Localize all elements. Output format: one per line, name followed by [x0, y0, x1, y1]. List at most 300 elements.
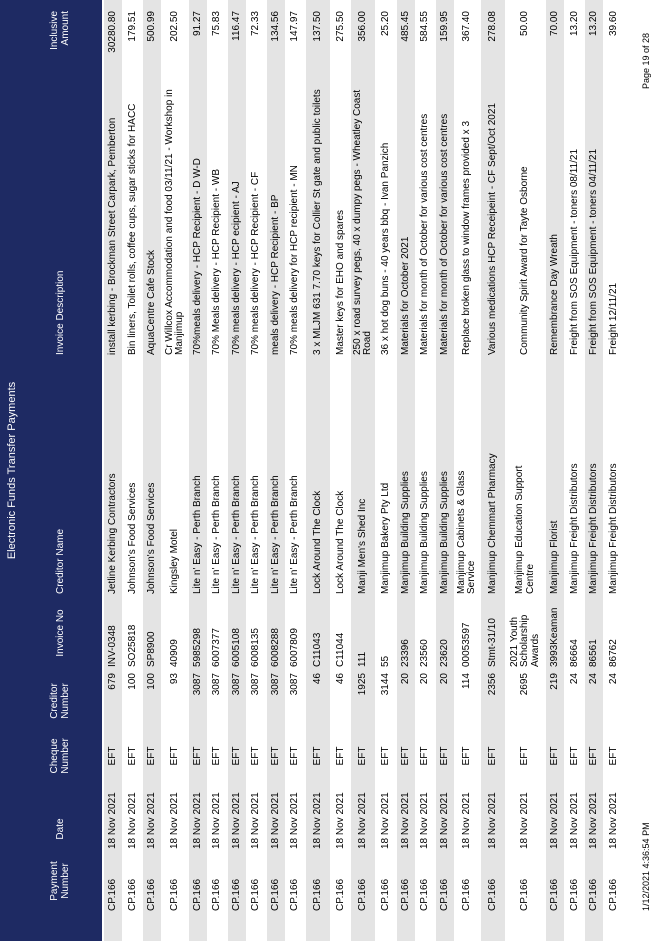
cell-invoice-no [104, 595, 122, 667]
cell-payment-number-text: CP.166 [288, 878, 300, 911]
table-row [189, 0, 207, 941]
cell-invoice-description [436, 65, 454, 355]
cell-invoice-description-text: Bin liners, Toilet rolls, coffee cups, sugar sticks for HACC [126, 103, 138, 355]
cell-cheque-number [546, 729, 564, 783]
cell-cheque-number [228, 729, 246, 783]
cell-invoice-description-text: Freight from SOS Equipment - toners 04/11/21 [587, 148, 599, 355]
cell-creditor-name [267, 444, 285, 594]
cell-payment-number-text: CP.166 [191, 878, 203, 911]
cell-cheque-number [416, 729, 434, 783]
cell-invoice-description-text: install kerbing - Brockman Street Carpark, Pemberton [106, 117, 118, 355]
cell-payment-number [208, 851, 226, 911]
cell-cheque-number [605, 729, 623, 783]
cell-invoice-no-text: 3993Keaman [548, 607, 560, 667]
cell-invoice-description [397, 65, 415, 355]
cell-inclusive-amount [228, 11, 246, 65]
cell-cheque-number-text: EFT [106, 746, 118, 766]
cell-invoice-no [455, 595, 479, 667]
cell-date [566, 785, 584, 849]
cell-invoice-no [351, 595, 375, 667]
cell-inclusive-amount [163, 11, 187, 65]
cell-date [585, 785, 603, 849]
cell-inclusive-amount-text: 275.50 [334, 11, 346, 42]
cell-inclusive-amount [481, 11, 505, 65]
cell-cheque-number-text: EFT [607, 746, 619, 766]
cell-inclusive-amount [143, 11, 161, 65]
cell-inclusive-amount [247, 11, 265, 65]
cell-payment-number [377, 851, 395, 911]
cell-creditor-name-text: Lite n' Easy - Perth Branch [249, 475, 261, 594]
cell-date [143, 785, 161, 849]
cell-invoice-no [247, 595, 265, 667]
col-header-invoice-no: Invoice No [54, 609, 66, 657]
cell-invoice-no [143, 595, 161, 667]
cell-cheque-number-text: EFT [379, 746, 391, 766]
cell-date [124, 785, 142, 849]
cell-creditor-number-text: 93 [168, 673, 180, 685]
cell-inclusive-amount-text: 278.08 [486, 11, 498, 42]
cell-invoice-description-text: 70% Meals delivery - HCP Recipient - WB [210, 169, 222, 355]
cell-creditor-number [397, 673, 415, 729]
cell-invoice-description-text: 250 x road survey pegs, 40 x dumpy pegs - Wheatley Coast Road [351, 89, 373, 355]
cell-inclusive-amount [566, 11, 584, 65]
table-row [124, 0, 142, 941]
cell-date [377, 785, 395, 849]
cell-invoice-no-text: 6008135 [249, 628, 261, 667]
cell-invoice-description [351, 65, 375, 355]
cell-creditor-number [163, 673, 187, 729]
cell-creditor-number-text: 100 [126, 673, 138, 690]
table-row [566, 0, 584, 941]
cell-date-text: 18 Nov 2021 [249, 792, 261, 849]
cell-creditor-name-text: Johnson's Food Services [126, 482, 138, 594]
cell-date [306, 785, 330, 849]
cell-payment-number-text: CP.166 [460, 878, 472, 911]
cell-invoice-description [267, 65, 285, 355]
cell-creditor-number [104, 673, 122, 729]
cell-invoice-no-text: 40909 [168, 639, 180, 667]
cell-payment-number [351, 851, 375, 911]
cell-creditor-number-text: 2356 [486, 673, 498, 696]
cell-date [397, 785, 415, 849]
cell-payment-number [189, 851, 207, 911]
cell-cheque-number [124, 729, 142, 783]
cell-invoice-no [332, 595, 350, 667]
table-row [351, 0, 375, 941]
cell-payment-number-text: CP.166 [418, 878, 430, 911]
cell-payment-number-text: CP.166 [230, 878, 242, 911]
cell-cheque-number-text: EFT [460, 746, 472, 766]
table-row [436, 0, 454, 941]
cell-creditor-number-text: 3144 [379, 673, 391, 696]
cell-cheque-number [585, 729, 603, 783]
cell-date [481, 785, 505, 849]
cell-date-text: 18 Nov 2021 [191, 792, 203, 849]
cell-cheque-number-text: EFT [438, 746, 450, 766]
cell-invoice-description-text: 70% meals delivery - HCP Recipient - CF [249, 171, 261, 355]
cell-creditor-number-text: 219 [548, 673, 560, 690]
cell-invoice-no-text: 55 [379, 655, 391, 667]
cell-date-text: 18 Nov 2021 [460, 792, 472, 849]
cell-invoice-no-text: 5985298 [191, 628, 203, 667]
cell-inclusive-amount [416, 11, 434, 65]
cell-invoice-description-text: AquaCentre Cafe Stock [145, 249, 157, 355]
cell-payment-number [124, 851, 142, 911]
cell-invoice-description [286, 65, 304, 355]
cell-invoice-description-text: Cr Willcox Accommodation and food 03/11/21 - Workshop in Manjimup [163, 89, 185, 355]
cell-creditor-name [585, 444, 603, 594]
cell-payment-number-text: CP.166 [486, 878, 498, 911]
cell-invoice-description [455, 65, 479, 355]
cell-invoice-no-text: 86561 [587, 639, 599, 667]
cell-invoice-no-text: 6008288 [269, 628, 281, 667]
cell-creditor-name [208, 444, 226, 594]
cell-invoice-no [546, 595, 564, 667]
cell-creditor-name [104, 444, 122, 594]
cell-creditor-number [416, 673, 434, 729]
cell-creditor-name [481, 444, 505, 594]
cell-cheque-number [351, 729, 375, 783]
cell-inclusive-amount [436, 11, 454, 65]
cell-creditor-number [546, 673, 564, 729]
table-row [377, 0, 395, 941]
table-row [104, 0, 122, 941]
cell-date-text: 18 Nov 2021 [269, 792, 281, 849]
cell-creditor-number-text: 24 [607, 673, 619, 685]
cell-creditor-number-text: 46 [334, 673, 346, 685]
cell-creditor-number [455, 673, 479, 729]
cell-payment-number-text: CP.166 [399, 878, 411, 911]
cell-inclusive-amount [306, 11, 330, 65]
table-row [507, 0, 544, 941]
cell-cheque-number-text: EFT [311, 746, 323, 766]
cell-creditor-name-text: Manjimup Florist [548, 520, 560, 594]
cell-inclusive-amount-text: 179.51 [126, 11, 138, 42]
cell-cheque-number-text: EFT [168, 746, 180, 766]
cell-payment-number-text: CP.166 [379, 878, 391, 911]
cell-creditor-name-text: Manji Men's Shed Inc [356, 498, 368, 594]
cell-creditor-name [163, 444, 187, 594]
cell-creditor-number [481, 673, 505, 729]
table-row [397, 0, 415, 941]
table-row [163, 0, 187, 941]
cell-invoice-no-text: 23560 [418, 639, 430, 667]
cell-payment-number [267, 851, 285, 911]
cell-inclusive-amount-text: 134.56 [269, 11, 281, 42]
cell-invoice-description-text: 36 x hot dog buns - 40 years bbq - Ivan Panzich [379, 142, 391, 355]
cell-invoice-no [228, 595, 246, 667]
cell-payment-number [416, 851, 434, 911]
cell-invoice-description [247, 65, 265, 355]
cell-creditor-number-text: 20 [399, 673, 411, 685]
cell-creditor-name [306, 444, 330, 594]
cell-invoice-no-text: SO25818 [126, 624, 138, 667]
cell-invoice-description-text: Master keys for EHO and spares [334, 209, 346, 355]
cell-creditor-number [585, 673, 603, 729]
cell-invoice-no-text: 6005108 [230, 628, 242, 667]
cell-inclusive-amount [507, 11, 544, 65]
cell-inclusive-amount-text: 147.97 [288, 11, 300, 42]
cell-inclusive-amount-text: 70.00 [548, 11, 560, 37]
col-header-date: Date [54, 818, 66, 840]
cell-creditor-name [397, 444, 415, 594]
cell-inclusive-amount-text: 13.20 [587, 11, 599, 37]
table-row [332, 0, 350, 941]
cell-date [267, 785, 285, 849]
cell-date-text: 18 Nov 2021 [126, 792, 138, 849]
cell-cheque-number-text: EFT [587, 746, 599, 766]
cell-date-text: 18 Nov 2021 [210, 792, 222, 849]
cell-invoice-description [507, 65, 544, 355]
cell-inclusive-amount [208, 11, 226, 65]
cell-date [416, 785, 434, 849]
cell-inclusive-amount [189, 11, 207, 65]
table-row [228, 0, 246, 941]
cell-cheque-number [163, 729, 187, 783]
cell-invoice-description-text: Replace broken glass to window frames provided x 3 [460, 120, 472, 355]
cell-date [208, 785, 226, 849]
col-header-payment-number: Payment Number [49, 861, 71, 901]
cell-inclusive-amount-text: 202.50 [168, 11, 180, 42]
cell-invoice-description-text: 70% meals delivery for HCP recipient - MN [288, 165, 300, 355]
table-row [267, 0, 285, 941]
cell-creditor-name [455, 444, 479, 594]
cell-creditor-name-text: Manjimup Freight Distributors [587, 463, 599, 594]
cell-inclusive-amount-text: 584.55 [418, 11, 430, 42]
cell-creditor-number [436, 673, 454, 729]
cell-invoice-no [436, 595, 454, 667]
cell-creditor-name [416, 444, 434, 594]
cell-invoice-no-text: C11044 [334, 632, 346, 667]
cell-invoice-no [163, 595, 187, 667]
cell-payment-number-text: CP.166 [269, 878, 281, 911]
cell-invoice-no [189, 595, 207, 667]
cell-invoice-description [481, 65, 505, 355]
cell-cheque-number [208, 729, 226, 783]
cell-creditor-name [332, 444, 350, 594]
cell-date-text: 18 Nov 2021 [399, 792, 411, 849]
cell-payment-number [566, 851, 584, 911]
cell-creditor-name-text: Manjimup Freight Distributors [607, 463, 619, 594]
cell-date-text: 18 Nov 2021 [168, 792, 180, 849]
cell-cheque-number-text: EFT [548, 746, 560, 766]
cell-payment-number-text: CP.166 [145, 878, 157, 911]
cell-creditor-number-text: 3087 [249, 673, 261, 696]
cell-creditor-name-text: Manjimup Building Supplies [399, 471, 411, 594]
cell-cheque-number [189, 729, 207, 783]
cell-creditor-name-text: Lite n' Easy - Perth Branch [210, 475, 222, 594]
cell-payment-number-text: CP.166 [356, 878, 368, 911]
cell-inclusive-amount [585, 11, 603, 65]
cell-inclusive-amount [605, 11, 623, 65]
cell-creditor-name [228, 444, 246, 594]
cell-inclusive-amount [332, 11, 350, 65]
cell-creditor-name [189, 444, 207, 594]
cell-creditor-name-text: Kingsley Motel [168, 528, 180, 594]
cell-invoice-no [481, 595, 505, 667]
cell-invoice-no-text: 6007377 [210, 628, 222, 667]
cell-payment-number-text: CP.166 [210, 878, 222, 911]
cell-payment-number [546, 851, 564, 911]
cell-payment-number-text: CP.166 [168, 878, 180, 911]
cell-cheque-number [247, 729, 265, 783]
cell-creditor-name [605, 444, 623, 594]
cell-date [104, 785, 122, 849]
cell-creditor-name [566, 444, 584, 594]
cell-creditor-number [286, 673, 304, 729]
cell-creditor-name-text: Manjimup Building Supplies [438, 471, 450, 594]
cell-creditor-number [228, 673, 246, 729]
cell-creditor-number-text: 1925 [356, 673, 368, 696]
cell-creditor-number [566, 673, 584, 729]
cell-invoice-description-text: 70% meals delivery - HCP ecipient - AJ [230, 181, 242, 355]
cell-date [286, 785, 304, 849]
cell-cheque-number-text: EFT [568, 746, 580, 766]
cell-invoice-no [208, 595, 226, 667]
cell-creditor-name-text: Jetline Kerbing Contractors [106, 473, 118, 594]
cell-inclusive-amount-text: 137.50 [311, 11, 323, 42]
cell-date-text: 18 Nov 2021 [379, 792, 391, 849]
cell-creditor-number [332, 673, 350, 729]
cell-payment-number-text: CP.166 [334, 878, 346, 911]
cell-cheque-number [481, 729, 505, 783]
cell-invoice-description-text: 70%meals delivery - HCP Recipient - D W-D [191, 158, 203, 355]
cell-creditor-name [124, 444, 142, 594]
cell-payment-number [605, 851, 623, 911]
cell-invoice-no [267, 595, 285, 667]
cell-inclusive-amount-text: 30280.80 [106, 11, 118, 53]
cell-date [507, 785, 544, 849]
cell-cheque-number-text: EFT [288, 746, 300, 766]
cell-invoice-description-text: Various medications HCP Receipeint - CF Sept/Oct 2021 [486, 103, 498, 355]
cell-inclusive-amount-text: 25.20 [379, 11, 391, 37]
cell-invoice-description [163, 65, 187, 355]
col-header-creditor-name: Creditor Name [54, 528, 66, 594]
cell-creditor-number [507, 673, 544, 729]
cell-date-text: 18 Nov 2021 [607, 792, 619, 849]
cell-cheque-number [397, 729, 415, 783]
cell-payment-number [306, 851, 330, 911]
cell-payment-number-text: CP.166 [126, 878, 138, 911]
cell-invoice-no [585, 595, 603, 667]
cell-invoice-no-text: 111 [356, 651, 368, 667]
cell-date-text: 18 Nov 2021 [288, 792, 300, 849]
cell-invoice-no-text: 86762 [607, 639, 619, 667]
cell-cheque-number-text: EFT [269, 746, 281, 766]
cell-date-text: 18 Nov 2021 [106, 792, 118, 849]
table-row [481, 0, 505, 941]
cell-inclusive-amount [397, 11, 415, 65]
cell-creditor-name-text: Lite n' Easy - Perth Branch [230, 475, 242, 594]
cell-creditor-name-text: Lite n' Easy - Perth Branch [269, 475, 281, 594]
table-row [585, 0, 603, 941]
cell-invoice-description-text: meals delivery - HCP Recipient - BP [269, 194, 281, 355]
cell-creditor-number-text: 46 [311, 673, 323, 685]
cell-payment-number-text: CP.166 [587, 878, 599, 911]
table-row [416, 0, 434, 941]
cell-creditor-name [247, 444, 265, 594]
table-row [143, 0, 161, 941]
cell-invoice-description [377, 65, 395, 355]
cell-cheque-number-text: EFT [249, 746, 261, 766]
cell-cheque-number [267, 729, 285, 783]
cell-date-text: 18 Nov 2021 [145, 792, 157, 849]
cell-inclusive-amount-text: 485.45 [399, 11, 411, 42]
cell-inclusive-amount [267, 11, 285, 65]
cell-date [228, 785, 246, 849]
cell-invoice-no [124, 595, 142, 667]
cell-date [546, 785, 564, 849]
cell-invoice-description-text: Community Spirit Award for Tayte Osborne [519, 166, 531, 355]
cell-payment-number [143, 851, 161, 911]
cell-cheque-number-text: EFT [519, 746, 531, 766]
cell-creditor-number [189, 673, 207, 729]
cell-creditor-name-text: Manjimup Freight Distributors [568, 463, 580, 594]
cell-date [163, 785, 187, 849]
cell-creditor-name-text: Manjimup Cabinets & Glass Service [455, 470, 477, 594]
cell-date-text: 18 Nov 2021 [519, 792, 531, 849]
cell-creditor-name [546, 444, 564, 594]
cell-invoice-description [306, 65, 330, 355]
cell-creditor-number [605, 673, 623, 729]
cell-date-text: 18 Nov 2021 [587, 792, 599, 849]
cell-invoice-description-text: 3 x MLJM 631 7.70 keys for Collier St gate and public toilets [311, 89, 323, 355]
cell-invoice-no-text: 00053597 [460, 622, 472, 667]
cell-date-text: 18 Nov 2021 [486, 792, 498, 849]
cell-payment-number [507, 851, 544, 911]
cell-cheque-number [436, 729, 454, 783]
cell-creditor-name-text: Manjimup Education Support Centre [514, 465, 536, 594]
cell-date-text: 18 Nov 2021 [548, 792, 560, 849]
cell-payment-number-text: CP.166 [548, 878, 560, 911]
cell-payment-number [332, 851, 350, 911]
cell-creditor-name-text: Lock Around The Clock [311, 490, 323, 594]
cell-creditor-name-text: Manjimup Bakery Pty Ltd [379, 482, 391, 594]
cell-invoice-no [306, 595, 330, 667]
cell-cheque-number-text: EFT [356, 746, 368, 766]
table-row [286, 0, 304, 941]
cell-invoice-description [124, 65, 142, 355]
cell-invoice-no-text: SP8900 [145, 631, 157, 667]
cell-date-text: 18 Nov 2021 [311, 792, 323, 849]
cell-creditor-number [306, 673, 330, 729]
cell-cheque-number-text: EFT [486, 746, 498, 766]
cell-invoice-description [416, 65, 434, 355]
cell-date [351, 785, 375, 849]
table-row [546, 0, 564, 941]
cell-creditor-name [143, 444, 161, 594]
table-row [455, 0, 479, 941]
table-row [208, 0, 226, 941]
cell-inclusive-amount [104, 11, 122, 65]
cell-date-text: 18 Nov 2021 [568, 792, 580, 849]
cell-cheque-number [377, 729, 395, 783]
cell-invoice-no [507, 595, 544, 667]
cell-cheque-number-text: EFT [230, 746, 242, 766]
cell-cheque-number-text: EFT [399, 746, 411, 766]
cell-payment-number-text: CP.166 [568, 878, 580, 911]
cell-cheque-number [566, 729, 584, 783]
cell-invoice-no [377, 595, 395, 667]
cell-date-text: 18 Nov 2021 [356, 792, 368, 849]
cell-date-text: 18 Nov 2021 [418, 792, 430, 849]
cell-cheque-number-text: EFT [191, 746, 203, 766]
cell-creditor-name-text: Lite n' Easy - Perth Branch [288, 475, 300, 594]
cell-creditor-name [351, 444, 375, 594]
cell-date [605, 785, 623, 849]
cell-cheque-number [104, 729, 122, 783]
cell-invoice-no [286, 595, 304, 667]
